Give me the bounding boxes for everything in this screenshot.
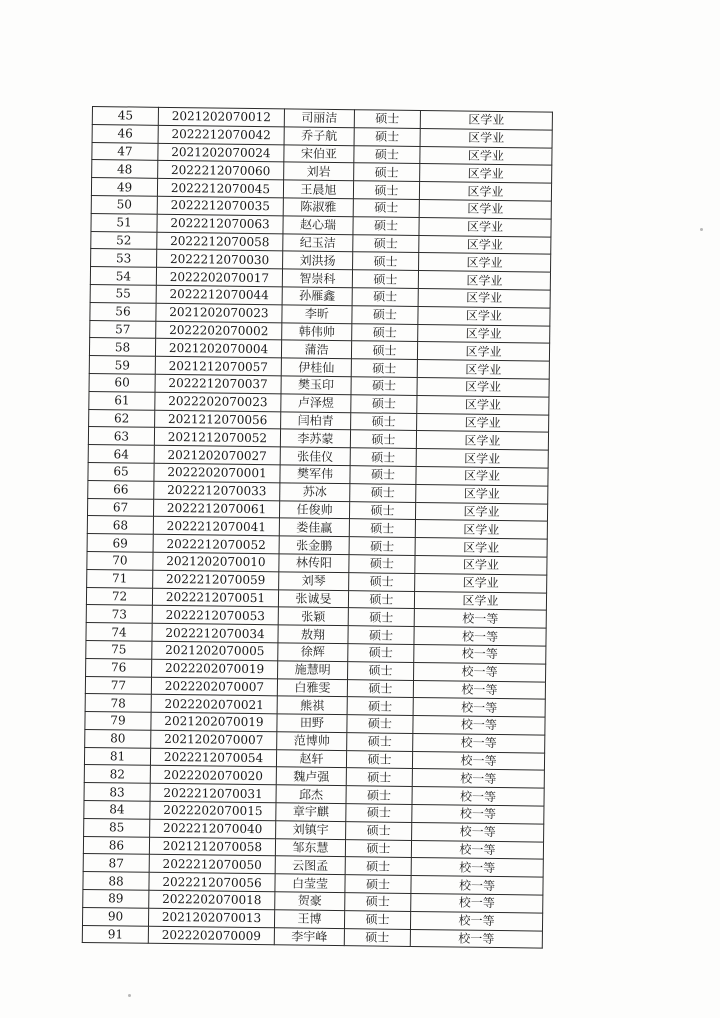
- student-id-cell: 2022212070042: [158, 125, 284, 144]
- degree-cell: 硕士: [354, 145, 420, 164]
- degree-cell: 硕士: [351, 412, 417, 431]
- award-level-cell: 区学业: [418, 288, 550, 307]
- award-level-cell: 区学业: [415, 538, 547, 557]
- student-name-cell: 纪玉洁: [283, 233, 353, 252]
- award-level-cell: 区学业: [416, 466, 548, 485]
- student-id-cell: 2022202070023: [155, 392, 281, 411]
- student-id-cell: 2022212070059: [153, 570, 279, 589]
- row-number-cell: 53: [91, 249, 157, 268]
- student-name-cell: 邹东慧: [275, 838, 345, 857]
- row-number-cell: 74: [86, 623, 152, 642]
- row-number-cell: 64: [88, 445, 154, 464]
- degree-cell: 硕士: [348, 608, 414, 627]
- degree-cell: 硕士: [348, 661, 414, 680]
- student-name-cell: 白莹莹: [275, 874, 345, 893]
- row-number-cell: 67: [87, 498, 153, 517]
- student-name-cell: 刘琴: [279, 572, 349, 591]
- row-number-cell: 63: [88, 427, 154, 446]
- degree-cell: 硕士: [353, 181, 419, 200]
- student-name-cell: 刘岩: [284, 162, 354, 181]
- row-number-cell: 73: [86, 605, 152, 624]
- student-name-cell: 云图孟: [275, 856, 345, 875]
- student-name-cell: 张佳仪: [280, 447, 350, 466]
- row-number-cell: 66: [88, 480, 154, 499]
- student-id-cell: 2021202070005: [152, 641, 278, 660]
- degree-cell: 硕士: [345, 839, 411, 858]
- student-id-cell: 2021212070058: [149, 837, 275, 856]
- degree-cell: 硕士: [346, 750, 412, 769]
- degree-cell: 硕士: [349, 501, 415, 520]
- award-level-cell: 校一等: [412, 787, 544, 806]
- student-id-cell: 2022212070034: [152, 623, 278, 642]
- row-number-cell: 77: [85, 676, 151, 695]
- award-level-cell: 校一等: [413, 680, 545, 699]
- row-number-cell: 52: [91, 231, 157, 250]
- award-level-cell: 校一等: [411, 858, 543, 877]
- award-level-cell: 区学业: [416, 484, 548, 503]
- student-id-cell: 2022212070033: [154, 481, 280, 500]
- degree-cell: 硕士: [354, 110, 420, 129]
- student-name-cell: 魏卢强: [276, 767, 346, 786]
- award-level-cell: 区学业: [420, 111, 552, 130]
- award-level-cell: 校一等: [413, 733, 545, 752]
- student-name-cell: 樊玉印: [281, 376, 351, 395]
- student-id-cell: 2022212070063: [157, 214, 283, 233]
- student-name-cell: 王博: [274, 910, 344, 929]
- degree-cell: 硕士: [347, 733, 413, 752]
- award-level-cell: 校一等: [414, 609, 546, 628]
- student-name-cell: 章宇麒: [276, 803, 346, 822]
- degree-cell: 硕士: [348, 626, 414, 645]
- row-number-cell: 85: [84, 818, 150, 837]
- award-level-cell: 校一等: [412, 769, 544, 788]
- student-name-cell: 张金鹏: [279, 536, 349, 555]
- degree-cell: 硕士: [350, 466, 416, 485]
- student-id-cell: 2022202070018: [149, 890, 275, 909]
- student-id-cell: 2021212070057: [155, 356, 281, 375]
- award-level-cell: 区学业: [417, 413, 549, 432]
- award-level-cell: 区学业: [418, 324, 550, 343]
- row-number-cell: 82: [84, 765, 150, 784]
- student-name-cell: 熊祺: [277, 696, 347, 715]
- student-id-cell: 2022212070051: [152, 588, 278, 607]
- row-number-cell: 45: [92, 107, 158, 126]
- student-id-cell: 2022212070060: [158, 161, 284, 180]
- student-id-cell: 2021202070019: [151, 712, 277, 731]
- degree-cell: 硕士: [352, 305, 418, 324]
- student-id-cell: 2022212070054: [150, 748, 276, 767]
- row-number-cell: 91: [82, 925, 148, 944]
- award-level-cell: 校一等: [412, 822, 544, 841]
- student-name-cell: 刘洪扬: [283, 251, 353, 270]
- award-level-cell: 校一等: [414, 627, 546, 646]
- student-name-cell: 贺豪: [275, 892, 345, 911]
- student-id-cell: 2021202070013: [148, 908, 274, 927]
- student-name-cell: 司丽洁: [284, 109, 354, 128]
- student-name-cell: 林传阳: [279, 554, 349, 573]
- degree-cell: 硕士: [352, 288, 418, 307]
- student-name-cell: 乔子航: [284, 127, 354, 146]
- student-id-cell: 2022202070009: [148, 926, 274, 945]
- student-id-cell: 2021202070027: [154, 445, 280, 464]
- award-level-cell: 校一等: [413, 698, 545, 717]
- student-name-cell: 张颖: [278, 607, 348, 626]
- row-number-cell: 86: [83, 836, 149, 855]
- student-id-cell: 2022212070050: [149, 855, 275, 874]
- student-id-cell: 2022202070015: [150, 801, 276, 820]
- student-name-cell: 卢泽煜: [281, 394, 351, 413]
- degree-cell: 硕士: [349, 537, 415, 556]
- student-name-cell: 李宇峰: [274, 927, 344, 946]
- student-id-cell: 2022212070044: [156, 285, 282, 304]
- award-level-cell: 区学业: [416, 449, 548, 468]
- row-number-cell: 71: [87, 569, 153, 588]
- student-name-cell: 邱杰: [276, 785, 346, 804]
- student-id-cell: 2021202070024: [158, 143, 284, 162]
- degree-cell: 硕士: [347, 697, 413, 716]
- award-level-cell: 校一等: [411, 876, 543, 895]
- student-id-cell: 2022202070021: [151, 695, 277, 714]
- student-name-cell: 敖翔: [278, 625, 348, 644]
- degree-cell: 硕士: [349, 572, 415, 591]
- award-level-cell: 区学业: [418, 306, 550, 325]
- row-number-cell: 48: [92, 160, 158, 179]
- student-id-cell: 2021202070004: [155, 339, 281, 358]
- award-level-cell: 校一等: [412, 805, 544, 824]
- student-id-cell: 2021212070056: [155, 410, 281, 429]
- degree-cell: 硕士: [352, 270, 418, 289]
- student-id-cell: 2022202070017: [156, 267, 282, 286]
- row-number-cell: 79: [85, 712, 151, 731]
- row-number-cell: 61: [89, 391, 155, 410]
- award-level-cell: 校一等: [414, 644, 546, 663]
- student-id-cell: 2022212070035: [157, 196, 283, 215]
- degree-cell: 硕士: [350, 483, 416, 502]
- row-number-cell: 84: [84, 801, 150, 820]
- row-number-cell: 51: [91, 213, 157, 232]
- award-level-cell: 校一等: [414, 662, 546, 681]
- row-number-cell: 83: [84, 783, 150, 802]
- row-number-cell: 89: [83, 890, 149, 909]
- student-id-cell: 2021202070023: [156, 303, 282, 322]
- award-level-cell: 区学业: [419, 253, 551, 272]
- student-name-cell: 陈淑雅: [283, 198, 353, 217]
- row-number-cell: 59: [89, 356, 155, 375]
- row-number-cell: 58: [89, 338, 155, 357]
- student-id-cell: 2022212070056: [149, 873, 275, 892]
- student-id-cell: 2022212070041: [153, 517, 279, 536]
- student-name-cell: 韩伟帅: [282, 322, 352, 341]
- degree-cell: 硕士: [351, 394, 417, 413]
- degree-cell: 硕士: [344, 911, 410, 930]
- student-name-cell: 智崇科: [282, 269, 352, 288]
- degree-cell: 硕士: [348, 590, 414, 609]
- award-level-cell: 区学业: [415, 502, 547, 521]
- student-id-cell: 2022212070031: [150, 784, 276, 803]
- degree-cell: 硕士: [347, 679, 413, 698]
- degree-cell: 硕士: [352, 323, 418, 342]
- student-id-cell: 2022202070020: [150, 766, 276, 785]
- degree-cell: 硕士: [347, 715, 413, 734]
- award-level-cell: 区学业: [416, 431, 548, 450]
- award-level-cell: 区学业: [417, 377, 549, 396]
- student-name-cell: 赵心瑞: [283, 216, 353, 235]
- student-name-cell: 李昕: [282, 305, 352, 324]
- student-name-cell: 张诚旻: [278, 589, 348, 608]
- student-id-cell: 2022202070007: [151, 677, 277, 696]
- row-number-cell: 72: [86, 587, 152, 606]
- row-number-cell: 50: [91, 195, 157, 214]
- award-level-cell: 区学业: [418, 271, 550, 290]
- degree-cell: 硕士: [346, 786, 412, 805]
- degree-cell: 硕士: [351, 341, 417, 360]
- student-name-cell: 孙雁鑫: [282, 287, 352, 306]
- degree-cell: 硕士: [351, 377, 417, 396]
- degree-cell: 硕士: [353, 216, 419, 235]
- degree-cell: 硕士: [344, 928, 410, 947]
- table-body: [82, 107, 552, 949]
- award-level-cell: 校一等: [411, 840, 543, 859]
- scan-speck: [700, 228, 703, 231]
- student-id-cell: 2022212070030: [157, 250, 283, 269]
- student-name-cell: 任俊帅: [279, 500, 349, 519]
- degree-cell: 硕士: [354, 128, 420, 147]
- student-name-cell: 娄佳赢: [279, 518, 349, 537]
- degree-cell: 硕士: [348, 644, 414, 663]
- row-number-cell: 76: [86, 658, 152, 677]
- award-level-cell: 校一等: [413, 716, 545, 735]
- student-name-cell: 伊桂仙: [281, 358, 351, 377]
- award-level-cell: 校一等: [411, 894, 543, 913]
- award-level-cell: 区学业: [415, 573, 547, 592]
- award-level-cell: 区学业: [419, 182, 551, 201]
- degree-cell: 硕士: [345, 857, 411, 876]
- student-name-cell: 田野: [277, 714, 347, 733]
- row-number-cell: 81: [84, 747, 150, 766]
- row-number-cell: 54: [90, 267, 156, 286]
- scholarship-list-table-wrap: [82, 106, 552, 949]
- degree-cell: 硕士: [345, 875, 411, 894]
- student-id-cell: 2022202070019: [152, 659, 278, 678]
- row-number-cell: 55: [90, 284, 156, 303]
- degree-cell: 硕士: [349, 519, 415, 538]
- student-name-cell: 樊军伟: [280, 465, 350, 484]
- award-level-cell: 区学业: [419, 235, 551, 254]
- student-name-cell: 蒲浩: [281, 340, 351, 359]
- degree-cell: 硕士: [349, 555, 415, 574]
- student-name-cell: 施慧明: [278, 661, 348, 680]
- award-level-cell: 区学业: [420, 164, 552, 183]
- student-id-cell: 2021202070012: [158, 107, 284, 126]
- student-id-cell: 2022212070061: [153, 499, 279, 518]
- degree-cell: 硕士: [351, 359, 417, 378]
- student-name-cell: 王晨旭: [283, 180, 353, 199]
- row-number-cell: 78: [85, 694, 151, 713]
- student-id-cell: 2022212070052: [153, 534, 279, 553]
- student-id-cell: 2022212070037: [155, 374, 281, 393]
- row-number-cell: 57: [90, 320, 156, 339]
- row-number-cell: 62: [89, 409, 155, 428]
- row-number-cell: 65: [88, 462, 154, 481]
- award-level-cell: 区学业: [419, 217, 551, 236]
- award-level-cell: 区学业: [420, 146, 552, 165]
- degree-cell: 硕士: [354, 163, 420, 182]
- student-id-cell: 2022202070002: [156, 321, 282, 340]
- award-level-cell: 区学业: [420, 128, 552, 147]
- award-level-cell: 区学业: [417, 360, 549, 379]
- award-level-cell: 区学业: [417, 395, 549, 414]
- scan-speck: [128, 994, 131, 997]
- row-number-cell: 75: [86, 640, 152, 659]
- student-id-cell: 2022212070058: [157, 232, 283, 251]
- degree-cell: 硕士: [346, 822, 412, 841]
- award-level-cell: 区学业: [414, 591, 546, 610]
- student-id-cell: 2022212070053: [152, 606, 278, 625]
- row-number-cell: 87: [83, 854, 149, 873]
- student-id-cell: 2022212070040: [150, 819, 276, 838]
- row-number-cell: 47: [92, 142, 158, 161]
- award-level-cell: 校一等: [410, 929, 542, 948]
- degree-cell: 硕士: [353, 199, 419, 218]
- degree-cell: 硕士: [346, 804, 412, 823]
- degree-cell: 硕士: [346, 768, 412, 787]
- student-id-cell: 2021202070010: [153, 552, 279, 571]
- student-name-cell: 宋伯亚: [284, 144, 354, 163]
- row-number-cell: 68: [87, 516, 153, 535]
- row-number-cell: 80: [85, 729, 151, 748]
- award-level-cell: 区学业: [417, 342, 549, 361]
- degree-cell: 硕士: [353, 234, 419, 253]
- student-id-cell: 2021202070007: [151, 730, 277, 749]
- student-name-cell: 徐辉: [278, 643, 348, 662]
- student-name-cell: 闫柏青: [281, 411, 351, 430]
- award-level-cell: 区学业: [415, 520, 547, 539]
- degree-cell: 硕士: [353, 252, 419, 271]
- row-number-cell: 69: [87, 534, 153, 553]
- degree-cell: 硕士: [350, 448, 416, 467]
- degree-cell: 硕士: [350, 430, 416, 449]
- student-name-cell: 刘镇宇: [276, 821, 346, 840]
- row-number-cell: 56: [90, 302, 156, 321]
- row-number-cell: 90: [82, 907, 148, 926]
- student-id-cell: 2022202070001: [154, 463, 280, 482]
- student-name-cell: 李苏蒙: [280, 429, 350, 448]
- student-name-cell: 范博帅: [277, 732, 347, 751]
- award-level-cell: 区学业: [415, 555, 547, 574]
- student-name-cell: 白雅雯: [277, 678, 347, 697]
- award-level-cell: 校一等: [410, 911, 542, 930]
- student-id-cell: 2021212070052: [154, 428, 280, 447]
- scholarship-list-table: [82, 106, 553, 949]
- degree-cell: 硕士: [345, 893, 411, 912]
- row-number-cell: 88: [83, 872, 149, 891]
- row-number-cell: 70: [87, 551, 153, 570]
- award-level-cell: 区学业: [419, 199, 551, 218]
- row-number-cell: 46: [92, 124, 158, 143]
- row-number-cell: 49: [91, 178, 157, 197]
- award-level-cell: 校一等: [412, 751, 544, 770]
- student-name-cell: 赵轩: [276, 749, 346, 768]
- student-name-cell: 苏冰: [280, 483, 350, 502]
- row-number-cell: 60: [89, 373, 155, 392]
- student-id-cell: 2022212070045: [157, 178, 283, 197]
